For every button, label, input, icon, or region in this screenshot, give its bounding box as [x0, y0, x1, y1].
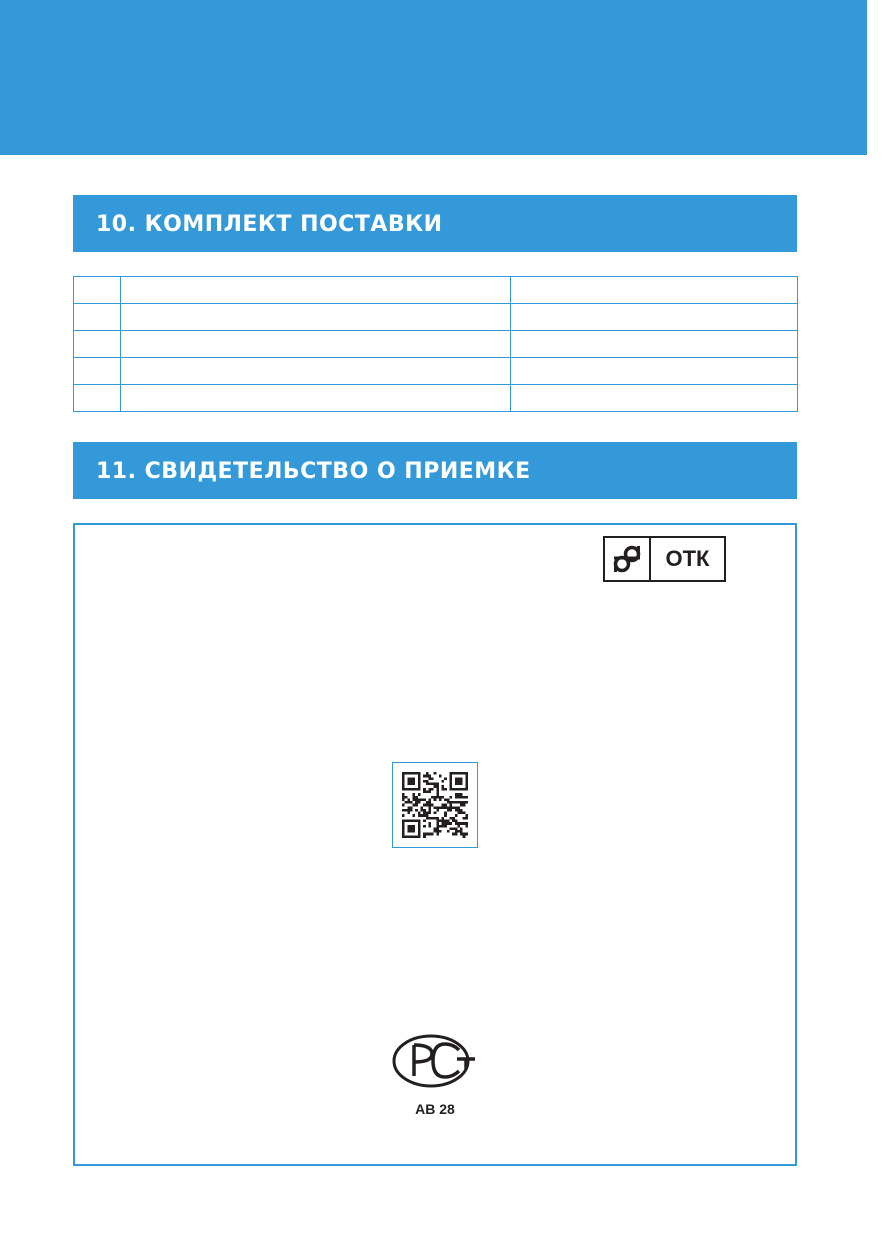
- row-number-cell: [74, 385, 121, 412]
- otk-stamp: [603, 536, 726, 582]
- top-color-band: [0, 0, 867, 155]
- item-name-cell: [121, 277, 511, 304]
- row-number-cell: [74, 331, 121, 358]
- otk-label: ОТК: [665, 546, 710, 571]
- acceptance-section-title: 11. СВИДЕТЕЛЬСТВО О ПРИЕМКЕ: [73, 442, 797, 499]
- rst-certification-mark: [387, 1033, 483, 1093]
- certification-code: АВ 28: [415, 1101, 455, 1117]
- item-name-cell: [121, 331, 511, 358]
- item-name-cell: [121, 358, 511, 385]
- row-number-cell: [74, 277, 121, 304]
- table-row: [74, 304, 798, 331]
- row-number-cell: [74, 358, 121, 385]
- supply-table: [73, 276, 798, 412]
- table-row: [74, 331, 798, 358]
- item-quantity-cell: [511, 385, 798, 412]
- item-quantity-cell: [511, 277, 798, 304]
- otk-emblem-icon: [605, 538, 651, 580]
- supply-section-title: 10. КОМПЛЕКТ ПОСТАВКИ: [73, 195, 797, 252]
- table-row: [74, 277, 798, 304]
- item-quantity-cell: [511, 304, 798, 331]
- table-row: [74, 385, 798, 412]
- item-name-cell: [121, 385, 511, 412]
- table-row: [74, 358, 798, 385]
- qr-code[interactable]: [392, 762, 478, 848]
- row-number-cell: [74, 304, 121, 331]
- item-quantity-cell: [511, 358, 798, 385]
- qr-code-icon: [402, 772, 468, 838]
- item-name-cell: [121, 304, 511, 331]
- item-quantity-cell: [511, 331, 798, 358]
- acceptance-certificate-box: [73, 523, 797, 1166]
